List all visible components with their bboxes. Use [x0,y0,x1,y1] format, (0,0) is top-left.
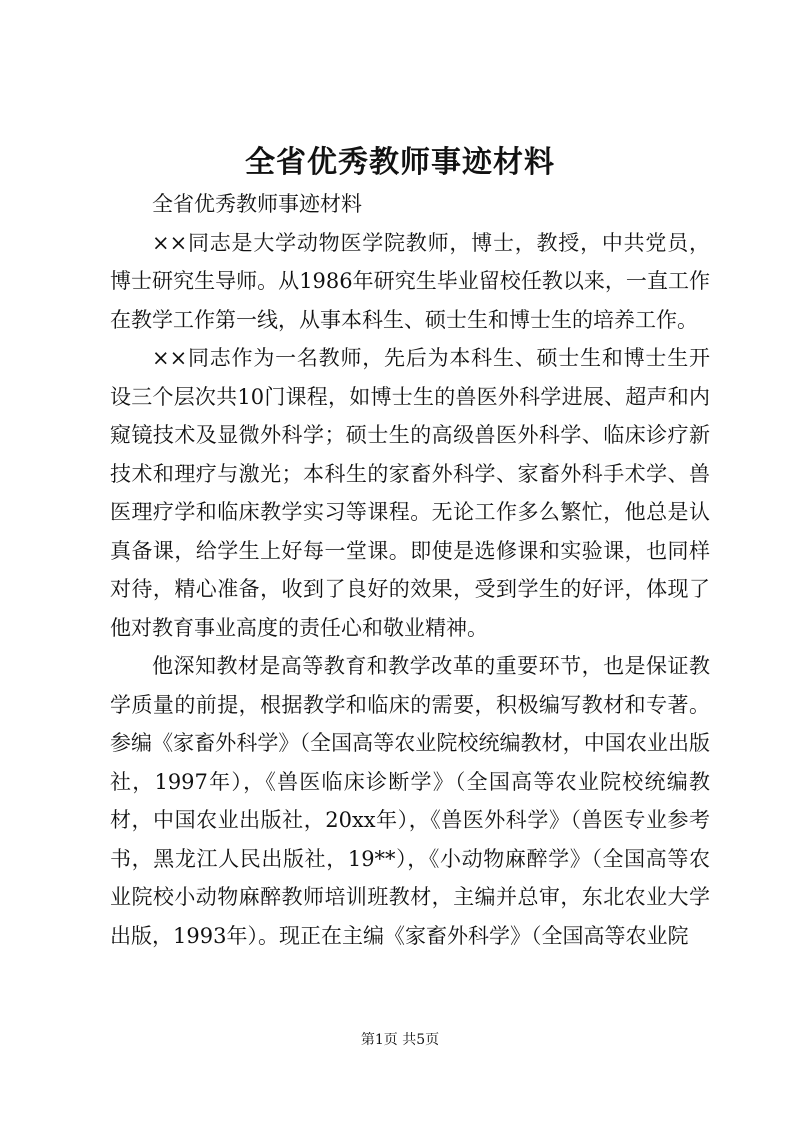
paragraph-courses: ××同志作为一名教师，先后为本科生、硕士生和博士生开设三个层次共10门课程，如博士生的兽医外科学进展、超声和内窥镜技术及显微外科学；硕士生的高级兽医外科学、临床诊疗新技术和理疗与激光；本科生的家畜外科学、家畜外科手术学、兽医理疗学和临床教学实习等课程。无论工作多么繁忙，他总是认真备课，给学生上好每一堂课。即使是选修课和实验课，也同样对待，精心准备，收到了良好的效果，受到学生的好评，体现了他对教育事业高度的责任心和敬业精神。 [110,346,710,640]
document-body [110,185,710,955]
paragraph-intro: ××同志是大学动物医学院教师，博士，教授，中共党员，博士研究生导师。从1986年研究生毕业留校任教以来，一直工作在教学工作第一线，从事本科生、硕士生和博士生的培养工作。 [110,230,710,332]
page-footer: 第1页 共5页 [360,1032,440,1048]
paragraph-textbooks: 他深知教材是高等教育和教学改革的重要环节，也是保证教学质量的前提，根据教学和临床的需要，积极编写教材和专著。参编《家畜外科学》（全国高等农业院校统编教材，中国农业出版社，1997年），《兽医临床诊断学》（全国高等农业院校统编教材，中国农业出版社，20xx年），《兽医外科学》（兽医专业参考书，黑龙江人民出版社，19**），《小动物麻醉学》（全国高等农业院校小动物麻醉教师培训班教材，主编并总审，东北农业大学出版，1993年）。现正在主编《家畜外科学》（全国高等农业院 [110,654,710,948]
document-title: 全省优秀教师事迹材料 [245,145,555,180]
paragraph-subtitle: 全省优秀教师事迹材料 [152,192,362,216]
